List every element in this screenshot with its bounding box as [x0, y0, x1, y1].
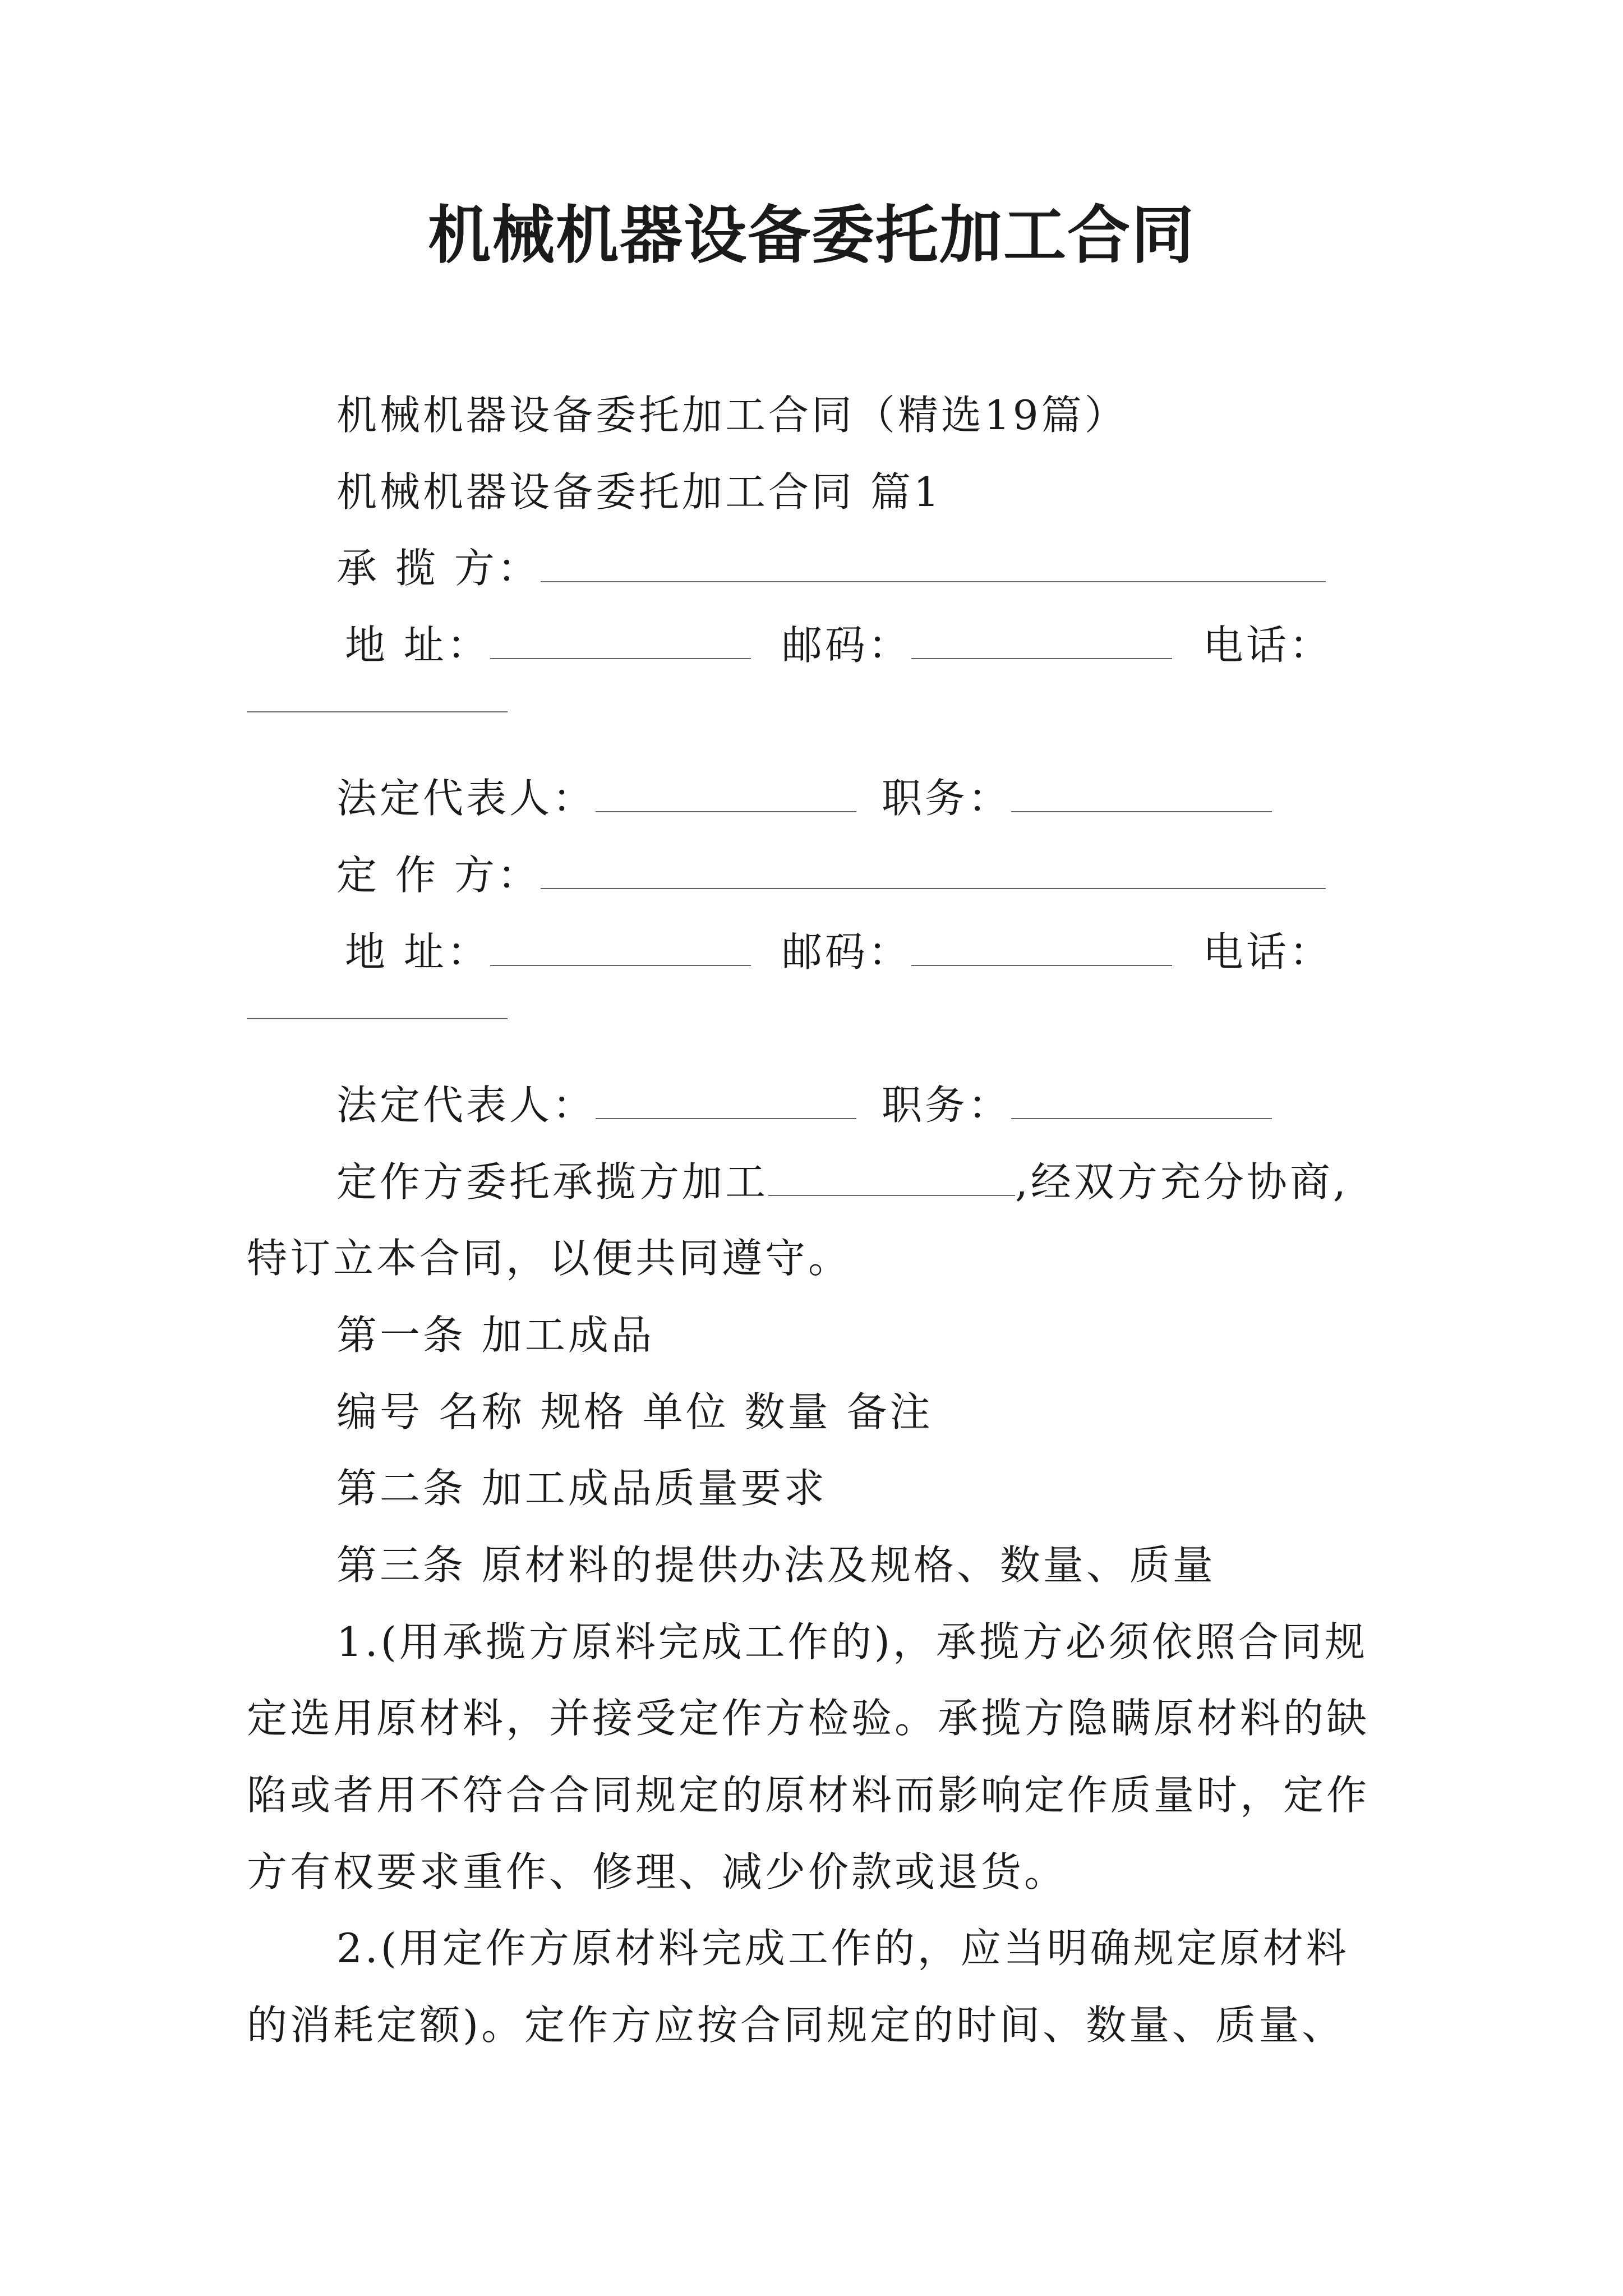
position-blank	[1011, 772, 1272, 812]
paragraph-2-line: 2.(用定作方原材料完成工作的，应当明确规定原材料	[336, 1925, 1349, 1972]
legal-rep-blank	[596, 772, 856, 812]
postcode-blank	[911, 926, 1172, 966]
address-blank	[490, 619, 751, 659]
legal-rep-label: 法定代表人：	[336, 775, 596, 822]
commission-blank	[768, 1156, 1015, 1196]
article-2: 第二条 加工成品质量要求	[336, 1465, 827, 1512]
subtitle: 机械机器设备委托加工合同（精选19篇）	[336, 392, 1128, 439]
address-label: 地 址：	[345, 928, 490, 976]
table-header: 编号 名称 规格 单位 数量 备注	[336, 1388, 933, 1435]
contractor-blank	[541, 542, 1326, 582]
client-address-line	[345, 924, 1332, 980]
document-title: 机械机器设备委托加工合同	[428, 199, 1195, 272]
contractor-line	[336, 540, 1326, 596]
client-rep-line	[336, 1077, 1272, 1133]
article-1: 第一条 加工成品	[336, 1312, 654, 1359]
commission-continuation: 特订立本合同，以便共同遵守。	[247, 1235, 852, 1282]
article-3: 第三条 原材料的提供办法及规格、数量、质量	[336, 1542, 1216, 1589]
commission-prefix: 定作方委托承揽方加工	[336, 1158, 769, 1205]
client-label: 定 作 方：	[336, 852, 541, 899]
phone-blank	[247, 1018, 508, 1019]
postcode-label: 邮码：	[781, 928, 911, 976]
phone-label: 电话：	[1202, 622, 1332, 669]
legal-rep-label: 法定代表人：	[336, 1082, 596, 1129]
client-line	[336, 847, 1326, 903]
address-label: 地 址：	[345, 622, 490, 669]
commission-suffix: ,经双方充分协商,	[1015, 1158, 1349, 1205]
paragraph-1-line: 方有权要求重作、修理、减少价款或退货。	[247, 1848, 1068, 1895]
contractor-address-line	[345, 617, 1332, 673]
contractor-label: 承 揽 方：	[336, 545, 541, 592]
postcode-blank	[911, 619, 1172, 659]
phone-label: 电话：	[1202, 928, 1332, 976]
address-blank	[490, 926, 751, 966]
postcode-label: 邮码：	[781, 622, 911, 669]
paragraph-1-line: 定选用原材料，并接受定作方检验。承揽方隐瞒原材料的缺	[247, 1695, 1370, 1742]
phone-blank	[247, 711, 508, 712]
position-blank	[1011, 1079, 1272, 1119]
position-label: 职务：	[882, 1082, 1012, 1129]
commission-line	[336, 1154, 1349, 1210]
paragraph-2-line: 的消耗定额)。定作方应按合同规定的时间、数量、质量、	[247, 2001, 1345, 2049]
position-label: 职务：	[882, 775, 1012, 822]
legal-rep-blank	[596, 1079, 856, 1119]
paragraph-1-line: 陷或者用不符合合同规定的原材料而影响定作质量时，定作	[247, 1772, 1370, 1819]
contractor-rep-line	[336, 770, 1272, 826]
section-heading: 机械机器设备委托加工合同 篇1	[336, 468, 942, 516]
client-blank	[541, 849, 1326, 889]
paragraph-1-line: 1.(用承揽方原料完成工作的)，承揽方必须依照合同规	[336, 1618, 1368, 1665]
